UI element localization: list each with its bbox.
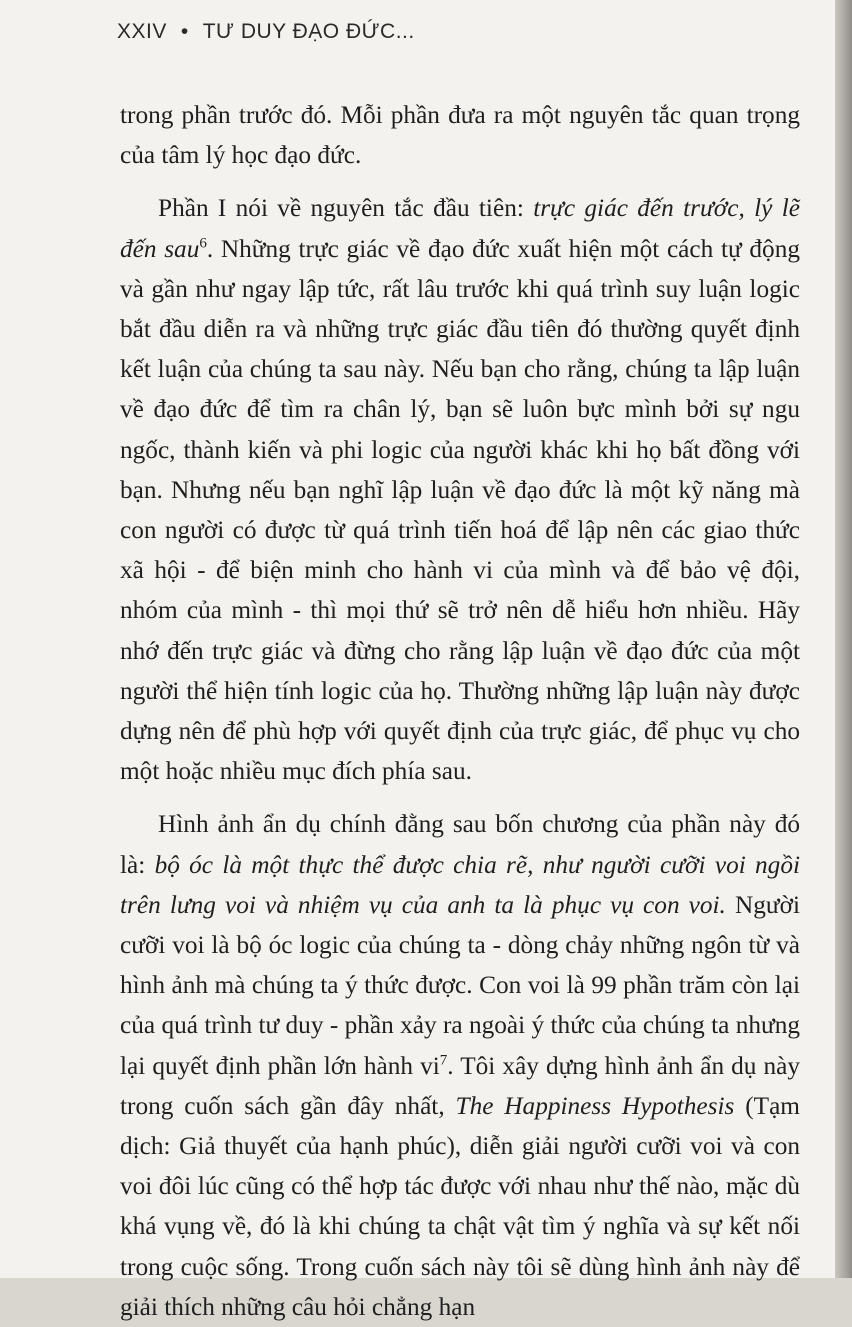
footnote-ref-7: 7 — [439, 1052, 448, 1069]
footnote-ref-6: 6 — [199, 235, 207, 252]
paragraph-3-lead: Hình ảnh ẩn dụ chính đằng sau bốn chương của phần này đó là: — [120, 810, 800, 879]
page-edge-shadow — [835, 0, 852, 1278]
book-title-header: TƯ DUY ĐẠO ĐỨC... — [202, 20, 415, 43]
metaphor-emphasis: bộ óc là một thực thể được chia rẽ, như người cưỡi voi ngồi trên lưng voi và nhiệm vụ của anh ta là phục vụ con voi. — [120, 850, 801, 919]
cited-book-title: The Happiness Hypothesis — [455, 1091, 735, 1120]
paragraph-3-middle2: . Tôi xây dựng hình ảnh ẩn dụ này trong cuốn sách gần đây nhất, — [120, 1051, 801, 1120]
principle-emphasis: trực giác đến trước, lý lẽ đến sau — [120, 194, 800, 263]
header-separator: • — [180, 20, 189, 43]
page-number: XXIV — [117, 20, 167, 43]
paragraph-3-rest: (Tạm dịch: Giả thuyết của hạnh phúc), diễn giải người cưỡi voi và con voi đôi lúc cũng có thể hợp tác được với nhau như thế nào, mặc dù khá vụng về, đó là khi chúng ta chật vật tìm ý nghĩa và sự kết nối trong cuộc sống. Trong cuốn sách này tôi sẽ dùng hình ảnh này để giải thích những câu hỏi chẳng hạn — [120, 1091, 800, 1321]
paragraph-2 — [120, 188, 800, 791]
paragraph-3-middle: Người cưỡi voi là bộ óc logic của chúng ta - dòng chảy những ngôn từ và hình ảnh mà chúng ta ý thức được. Con voi là 99 phần trăm còn lại của quá trình tư duy - phần xảy ra ngoài ý thức của chúng ta nhưng lại quyết định phần lớn hành vi — [120, 890, 800, 1080]
paragraph-1 — [120, 95, 800, 175]
paragraph-2-lead: Phần I nói về nguyên tắc đầu tiên: — [158, 194, 534, 223]
paragraph-3 — [120, 804, 800, 1327]
running-header — [117, 20, 415, 44]
paragraph-1-text: trong phần trước đó. Mỗi phần đưa ra một nguyên tắc quan trọng của tâm lý học đạo đức. — [120, 101, 800, 170]
paragraph-2-rest: . Những trực giác về đạo đức xuất hiện một cách tự động và gần như ngay lập tức, rất lâu trước khi quá trình suy luận logic bắt đầu diễn ra và những trực giác đầu tiên đó thường quyết định kết luận của chúng ta sau này. Nếu bạn cho rằng, chúng ta lập luận về đạo đức để tìm ra chân lý, bạn sẽ luôn bực mình bởi sự ngu ngốc, thành kiến và phi logic của người khác khi họ bất đồng với bạn. Nhưng nếu bạn nghĩ lập luận về đạo đức là một kỹ năng mà con người có được từ quá trình tiến hoá để lập nên các giao thức xã hội - để biện minh cho hành vi của mình và để bảo vệ đội, nhóm của mình - thì mọi thứ sẽ trở nên dễ hiểu hơn nhiều. Hãy nhớ đến trực giác và đừng cho rằng lập luận về đạo đức của một người thể hiện tính logic của họ. Thường những lập luận này được dựng nên để phù hợp với quyết định của trực giác, để phục vụ cho một hoặc nhiều mục đích phía sau. — [120, 234, 800, 786]
body-text — [120, 95, 800, 1327]
